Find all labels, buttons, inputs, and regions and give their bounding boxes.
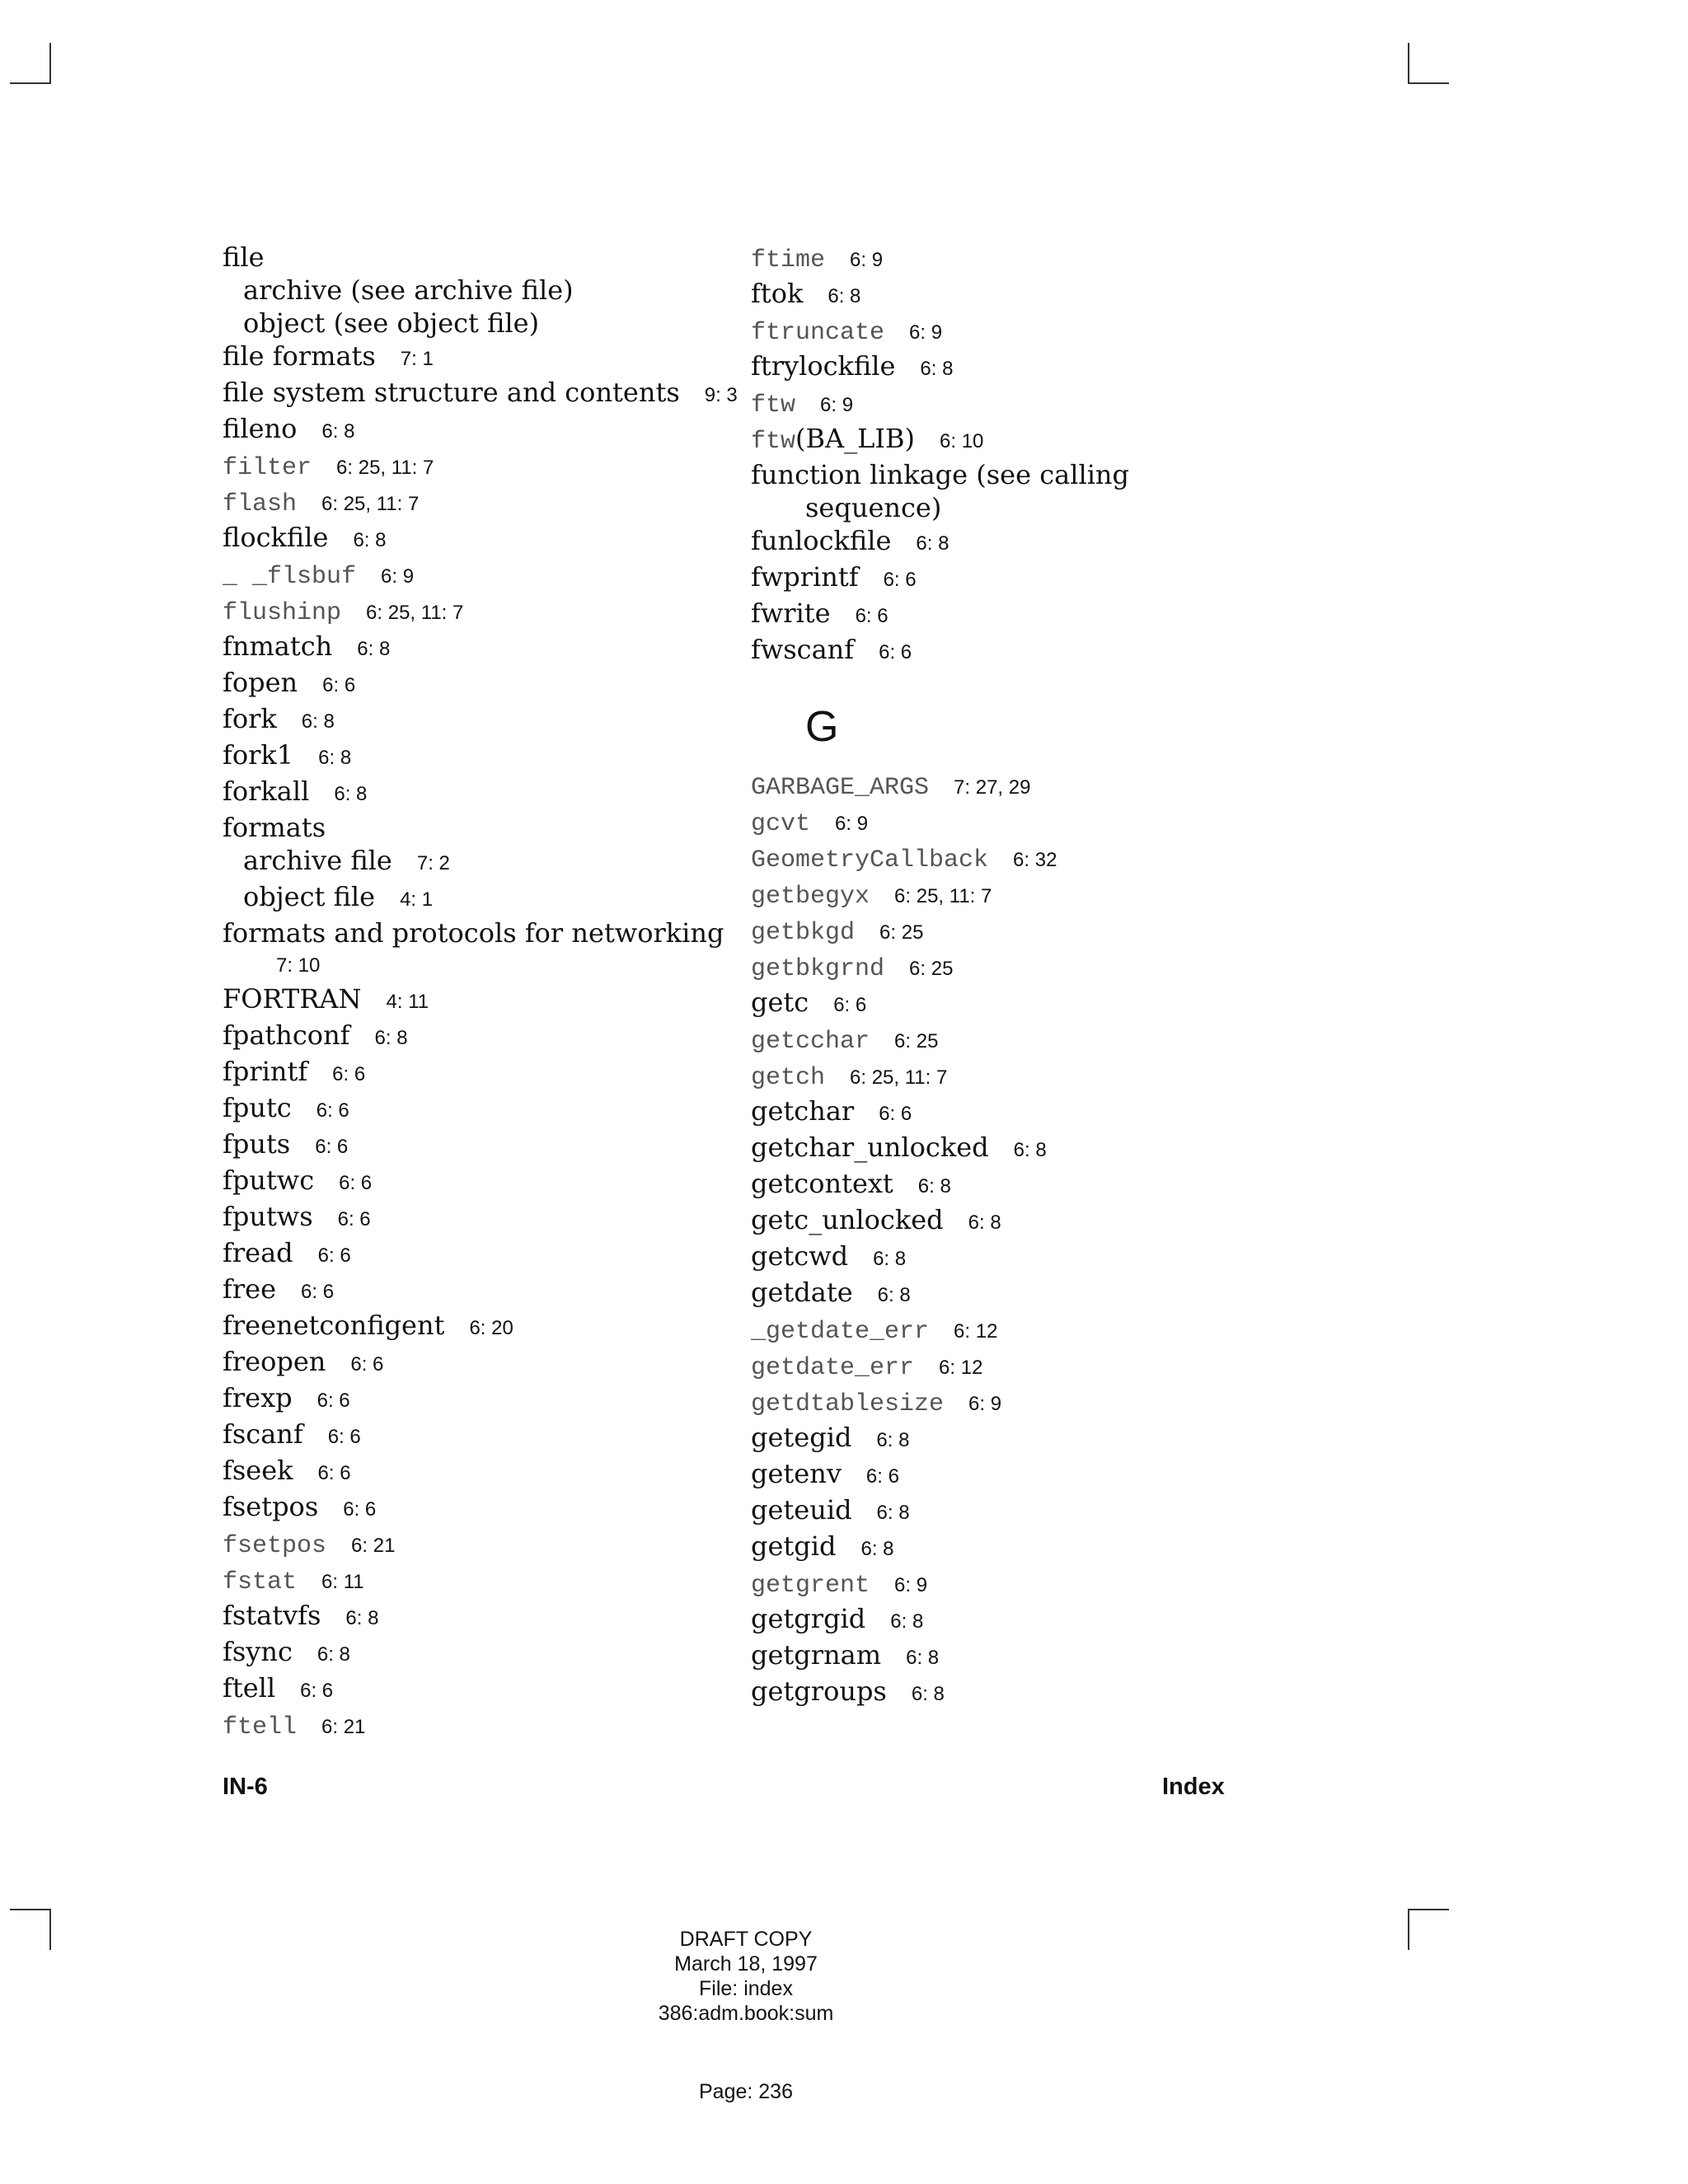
index-entry bbox=[751, 841, 1212, 877]
index-term: ftime bbox=[751, 246, 826, 274]
index-page-refs: 6: 8 bbox=[321, 420, 355, 443]
index-page-refs: 6: 12 bbox=[954, 1320, 998, 1343]
index-term: fsetpos bbox=[223, 1532, 327, 1560]
index-page-refs: 6: 6 bbox=[316, 1099, 349, 1122]
index-entry bbox=[751, 1022, 1212, 1058]
index-column-right bbox=[751, 241, 1212, 1711]
crop-mark-bottom-left bbox=[10, 1909, 51, 1950]
index-page-refs: 6: 25, 11: 7 bbox=[366, 602, 464, 624]
index-term: _ _flsbuf bbox=[223, 563, 357, 591]
index-page-refs: 6: 6 bbox=[301, 1281, 335, 1303]
index-page-refs: 6: 8 bbox=[873, 1248, 907, 1270]
index-page-refs: 6: 10 bbox=[940, 430, 984, 452]
index-page-refs: 6: 8 bbox=[301, 710, 335, 733]
index-page-refs: 6: 11 bbox=[321, 1571, 364, 1593]
index-page-refs: 6: 6 bbox=[316, 1390, 350, 1412]
index-term: _getdate_err bbox=[751, 1318, 930, 1346]
index-entry bbox=[751, 804, 1212, 841]
index-entry bbox=[751, 458, 1212, 491]
index-entries-g bbox=[751, 768, 1212, 1711]
index-entry bbox=[223, 274, 750, 307]
index-entry bbox=[223, 1635, 750, 1671]
index-page-refs: 6: 9 bbox=[968, 1393, 1002, 1415]
index-term: ftrylockfile bbox=[751, 350, 896, 382]
index-term: fstat bbox=[223, 1568, 298, 1596]
index-page-refs: 6: 6 bbox=[332, 1063, 366, 1085]
index-entry bbox=[223, 412, 750, 448]
index-term: formats and protocols for networking bbox=[223, 917, 724, 949]
index-term: getchar_unlocked bbox=[751, 1132, 989, 1163]
index-entry bbox=[223, 1345, 750, 1381]
index-page-refs: 6: 21 bbox=[321, 1716, 366, 1738]
index-entry bbox=[223, 521, 750, 557]
index-term: flockfile bbox=[223, 522, 329, 553]
index-page-refs: 6: 20 bbox=[469, 1317, 513, 1339]
index-term-continuation: sequence) bbox=[805, 492, 942, 523]
index-page-refs: 6: 21 bbox=[351, 1535, 396, 1557]
index-page-refs: 6: 8 bbox=[906, 1647, 940, 1669]
index-term: getbegyx bbox=[751, 883, 870, 911]
index-entry bbox=[751, 1348, 1212, 1385]
index-entry bbox=[751, 491, 1212, 524]
index-term: ftruncate bbox=[751, 319, 885, 347]
index-entry bbox=[751, 1203, 1212, 1240]
index-entry bbox=[751, 1493, 1212, 1530]
index-entry bbox=[223, 1019, 750, 1055]
index-term: fwprintf bbox=[751, 561, 859, 593]
index-page-refs: 6: 9 bbox=[835, 813, 869, 835]
index-page-refs: 6: 8 bbox=[920, 358, 954, 380]
index-entry bbox=[223, 485, 750, 521]
index-term: getgid bbox=[751, 1530, 837, 1562]
index-entry bbox=[223, 340, 750, 376]
index-entry bbox=[223, 1164, 750, 1200]
index-term: getdtablesize bbox=[751, 1390, 945, 1418]
index-term: GeometryCallback bbox=[751, 846, 989, 874]
index-term: getdate_err bbox=[751, 1354, 915, 1382]
index-term: fputws bbox=[223, 1201, 313, 1232]
index-entry bbox=[751, 877, 1212, 913]
index-page-refs: 6: 6 bbox=[350, 1353, 384, 1376]
index-entry bbox=[223, 1671, 750, 1708]
section-letter-heading: G bbox=[805, 703, 839, 751]
index-term: file system structure and contents bbox=[223, 377, 680, 408]
index-page-refs: 6: 8 bbox=[917, 1175, 951, 1197]
index-page-refs: 6: 8 bbox=[345, 1607, 379, 1629]
index-page-refs: 6: 25 bbox=[909, 958, 954, 980]
index-entry bbox=[223, 811, 750, 844]
index-page-refs: 7: 1 bbox=[400, 348, 434, 370]
index-page-refs: 6: 6 bbox=[343, 1498, 377, 1521]
index-entry bbox=[223, 307, 750, 340]
index-entry bbox=[751, 1385, 1212, 1421]
index-page-refs: 6: 8 bbox=[334, 783, 368, 805]
index-page-refs: 7: 27, 29 bbox=[954, 776, 1031, 799]
index-entry bbox=[751, 1421, 1212, 1457]
index-term: free bbox=[223, 1273, 277, 1305]
index-term: fnmatch bbox=[223, 630, 333, 662]
index-term: fpathconf bbox=[223, 1019, 350, 1051]
index-entry bbox=[223, 1708, 750, 1744]
draft-book-path: 386:adm.book:sum bbox=[658, 2002, 834, 2025]
index-page-refs: 6: 8 bbox=[357, 638, 391, 660]
index-term: flushinp bbox=[223, 599, 342, 627]
index-entry bbox=[751, 913, 1212, 949]
index-page-refs: 6: 6 bbox=[879, 641, 912, 663]
index-page-refs: 6: 8 bbox=[916, 532, 950, 555]
index-term: getc bbox=[751, 987, 809, 1018]
index-term: funlockfile bbox=[751, 525, 892, 556]
index-term: getgrnam bbox=[751, 1639, 882, 1671]
index-term: fputs bbox=[223, 1128, 291, 1160]
index-term: fputwc bbox=[223, 1165, 315, 1196]
index-term: fsync bbox=[223, 1636, 293, 1667]
index-entry bbox=[751, 1602, 1212, 1638]
index-term: fopen bbox=[223, 667, 298, 698]
index-entry bbox=[223, 775, 750, 811]
index-page-refs: 6: 6 bbox=[317, 1244, 351, 1267]
index-entry bbox=[223, 630, 750, 666]
index-entry bbox=[751, 1094, 1212, 1131]
index-term: fileno bbox=[223, 413, 298, 444]
index-page-refs: 6: 25, 11: 7 bbox=[894, 885, 992, 907]
index-term: ftw bbox=[751, 428, 796, 456]
index-page-refs: 4: 11 bbox=[386, 991, 429, 1013]
index-term: filter bbox=[223, 454, 312, 482]
index-term: fsetpos bbox=[223, 1491, 319, 1522]
index-entry bbox=[751, 1530, 1212, 1566]
index-entry bbox=[751, 949, 1212, 986]
index-entry bbox=[751, 1312, 1212, 1348]
index-entry bbox=[751, 1638, 1212, 1675]
index-page-refs: 6: 6 bbox=[315, 1136, 349, 1158]
index-entry bbox=[223, 241, 750, 274]
index-entry bbox=[751, 597, 1212, 633]
index-entry bbox=[751, 1276, 1212, 1312]
index-page-refs: 6: 8 bbox=[876, 1429, 910, 1451]
index-entry bbox=[751, 560, 1212, 597]
index-page-refs: 6: 25, 11: 7 bbox=[850, 1066, 948, 1089]
index-entry bbox=[751, 277, 1212, 313]
index-entry bbox=[751, 633, 1212, 669]
index-entry bbox=[223, 1200, 750, 1236]
index-term: FORTRAN bbox=[223, 983, 362, 1015]
index-entry bbox=[223, 844, 750, 880]
index-term: getbkgrnd bbox=[751, 955, 885, 983]
index-page-refs: 6: 25, 11: 7 bbox=[321, 493, 420, 515]
index-entry bbox=[223, 1091, 750, 1127]
index-entry bbox=[751, 1675, 1212, 1711]
index-page-refs: 6: 25 bbox=[879, 921, 924, 944]
index-term: function linkage (see calling bbox=[751, 459, 1130, 490]
index-entry bbox=[751, 1058, 1212, 1094]
index-pages-continuation: 7: 10 bbox=[276, 954, 321, 977]
index-term: forkall bbox=[223, 776, 310, 807]
index-term: fstatvfs bbox=[223, 1600, 321, 1631]
index-entry bbox=[751, 313, 1212, 349]
index-term: archive (see archive file) bbox=[243, 274, 574, 306]
index-term: frexp bbox=[223, 1382, 293, 1413]
index-entry bbox=[223, 1563, 750, 1599]
draft-page-number: Page: 236 bbox=[699, 2080, 793, 2103]
index-term: getgrent bbox=[751, 1572, 870, 1600]
index-entry bbox=[751, 1131, 1212, 1167]
index-page-refs: 6: 8 bbox=[374, 1027, 408, 1049]
index-page-refs: 6: 6 bbox=[865, 1465, 899, 1488]
index-entry bbox=[223, 666, 750, 702]
index-page-refs: 6: 8 bbox=[828, 285, 861, 307]
index-entry bbox=[223, 949, 750, 982]
index-term: fwrite bbox=[751, 598, 831, 629]
index-entry bbox=[223, 593, 750, 630]
index-page-refs: 6: 8 bbox=[353, 529, 387, 551]
index-entry bbox=[223, 982, 750, 1019]
index-page-refs: 6: 32 bbox=[1013, 849, 1057, 871]
index-page-refs: 6: 12 bbox=[939, 1357, 983, 1379]
index-entry bbox=[223, 1490, 750, 1526]
index-term: fscanf bbox=[223, 1418, 303, 1450]
index-page-refs: 6: 9 bbox=[850, 249, 884, 271]
index-term: getcwd bbox=[751, 1240, 849, 1272]
index-entry bbox=[751, 1566, 1212, 1602]
index-entry bbox=[223, 1309, 750, 1345]
index-term: fread bbox=[223, 1237, 293, 1268]
index-page-refs: 6: 6 bbox=[300, 1680, 334, 1702]
index-page-refs: 6: 6 bbox=[327, 1426, 361, 1448]
index-term: object file bbox=[243, 881, 376, 912]
draft-copy-block bbox=[581, 1927, 911, 2026]
index-term: fwscanf bbox=[751, 634, 855, 665]
index-term: file formats bbox=[223, 340, 376, 372]
index-entry bbox=[223, 1381, 750, 1418]
index-term: ftell bbox=[223, 1713, 298, 1741]
index-page-refs: 6: 6 bbox=[879, 1103, 912, 1125]
index-term: getbkgd bbox=[751, 919, 856, 947]
crop-mark-top-right bbox=[1408, 43, 1449, 84]
index-term: ftw bbox=[751, 391, 796, 419]
index-entry bbox=[751, 349, 1212, 386]
index-page-refs: 6: 8 bbox=[968, 1212, 1001, 1234]
index-page-refs: 6: 8 bbox=[877, 1284, 911, 1306]
index-page-refs: 6: 6 bbox=[833, 994, 867, 1016]
index-page-refs: 4: 1 bbox=[400, 888, 434, 911]
index-entry bbox=[223, 557, 750, 593]
index-page-refs: 6: 6 bbox=[337, 1208, 371, 1230]
index-page-refs: 6: 8 bbox=[911, 1683, 945, 1705]
index-page-refs: 6: 6 bbox=[317, 1462, 351, 1484]
index-entry bbox=[223, 448, 750, 485]
index-term: fork1 bbox=[223, 739, 294, 771]
index-entry bbox=[223, 1055, 750, 1091]
index-entry bbox=[751, 1240, 1212, 1276]
crop-mark-bottom-right bbox=[1408, 1909, 1449, 1950]
index-page-refs: 6: 8 bbox=[318, 747, 352, 769]
index-page-refs: 7: 2 bbox=[416, 852, 450, 874]
index-term: getenv bbox=[751, 1458, 842, 1489]
index-page-refs: 6: 9 bbox=[909, 321, 943, 344]
index-term: getgroups bbox=[751, 1675, 887, 1707]
index-term: formats bbox=[223, 812, 326, 843]
index-page-refs: 6: 25, 11: 7 bbox=[336, 457, 434, 479]
index-term: getchar bbox=[751, 1095, 855, 1127]
index-term: getegid bbox=[751, 1422, 852, 1453]
index-entry bbox=[223, 1272, 750, 1309]
index-page-refs: 6: 8 bbox=[876, 1502, 910, 1524]
index-entry bbox=[751, 241, 1212, 277]
index-entry bbox=[751, 422, 1212, 458]
index-entry bbox=[223, 1526, 750, 1563]
index-page-refs: 6: 8 bbox=[890, 1610, 924, 1633]
index-term: file bbox=[223, 241, 265, 273]
index-entry bbox=[223, 880, 750, 916]
draft-file: File: index bbox=[699, 1977, 793, 2000]
footer-page-label: IN-6 bbox=[223, 1774, 268, 1800]
index-term: archive file bbox=[243, 845, 392, 876]
index-entry bbox=[751, 768, 1212, 804]
index-entry bbox=[751, 524, 1212, 560]
index-term: geteuid bbox=[751, 1494, 852, 1526]
index-page-refs: 6: 6 bbox=[339, 1172, 373, 1194]
index-term: getch bbox=[751, 1064, 826, 1092]
index-term: getdate bbox=[751, 1277, 853, 1308]
index-page-refs: 6: 9 bbox=[381, 565, 415, 588]
index-entry bbox=[223, 1599, 750, 1635]
index-page-refs: 6: 8 bbox=[1013, 1139, 1047, 1161]
index-entry bbox=[223, 738, 750, 775]
index-term: fprintf bbox=[223, 1056, 308, 1087]
index-entry bbox=[223, 1236, 750, 1272]
index-term: fseek bbox=[223, 1455, 293, 1486]
index-page-refs: 6: 8 bbox=[860, 1538, 894, 1560]
index-term: getgrgid bbox=[751, 1603, 866, 1634]
index-term: freopen bbox=[223, 1346, 326, 1377]
index-page-refs: 6: 8 bbox=[316, 1643, 350, 1666]
draft-date: March 18, 1997 bbox=[674, 1952, 818, 1975]
index-term: ftok bbox=[751, 278, 804, 309]
index-page-refs: 6: 6 bbox=[855, 605, 889, 627]
index-entry bbox=[223, 702, 750, 738]
index-entries-f-continued bbox=[751, 241, 1212, 669]
index-term: getcchar bbox=[751, 1028, 870, 1056]
index-term: fork bbox=[223, 703, 277, 734]
index-page-refs: 6: 25 bbox=[894, 1030, 939, 1052]
index-term: fputc bbox=[223, 1092, 292, 1123]
index-term: freenetconfigent bbox=[223, 1310, 445, 1341]
index-term: getcontext bbox=[751, 1168, 893, 1199]
index-entry bbox=[223, 1418, 750, 1454]
index-term: getc_unlocked bbox=[751, 1204, 944, 1235]
index-entry bbox=[751, 1457, 1212, 1493]
footer-section-label: Index bbox=[1162, 1774, 1225, 1800]
index-term: flash bbox=[223, 490, 298, 518]
index-page-refs: 6: 9 bbox=[820, 394, 854, 416]
crop-mark-top-left bbox=[10, 43, 51, 84]
index-page-refs: 6: 9 bbox=[894, 1574, 928, 1596]
index-entry bbox=[223, 376, 750, 412]
index-entry bbox=[223, 916, 750, 949]
index-entry bbox=[751, 986, 1212, 1022]
index-page-refs: 6: 6 bbox=[883, 569, 917, 591]
index-column-left bbox=[223, 241, 750, 1744]
index-term: GARBAGE_ARGS bbox=[751, 774, 930, 802]
index-entry bbox=[751, 386, 1212, 422]
draft-copy-title: DRAFT COPY bbox=[679, 1928, 813, 1951]
index-page-refs: 6: 6 bbox=[322, 674, 356, 696]
index-term: gcvt bbox=[751, 810, 811, 838]
index-entry bbox=[751, 1167, 1212, 1203]
index-term: object (see object file) bbox=[243, 307, 540, 339]
index-term-suffix: (BA_LIB) bbox=[795, 423, 916, 454]
index-term: ftell bbox=[223, 1672, 276, 1704]
index-page-refs: 9: 3 bbox=[704, 384, 738, 406]
index-entry bbox=[223, 1127, 750, 1164]
index-entry bbox=[223, 1454, 750, 1490]
